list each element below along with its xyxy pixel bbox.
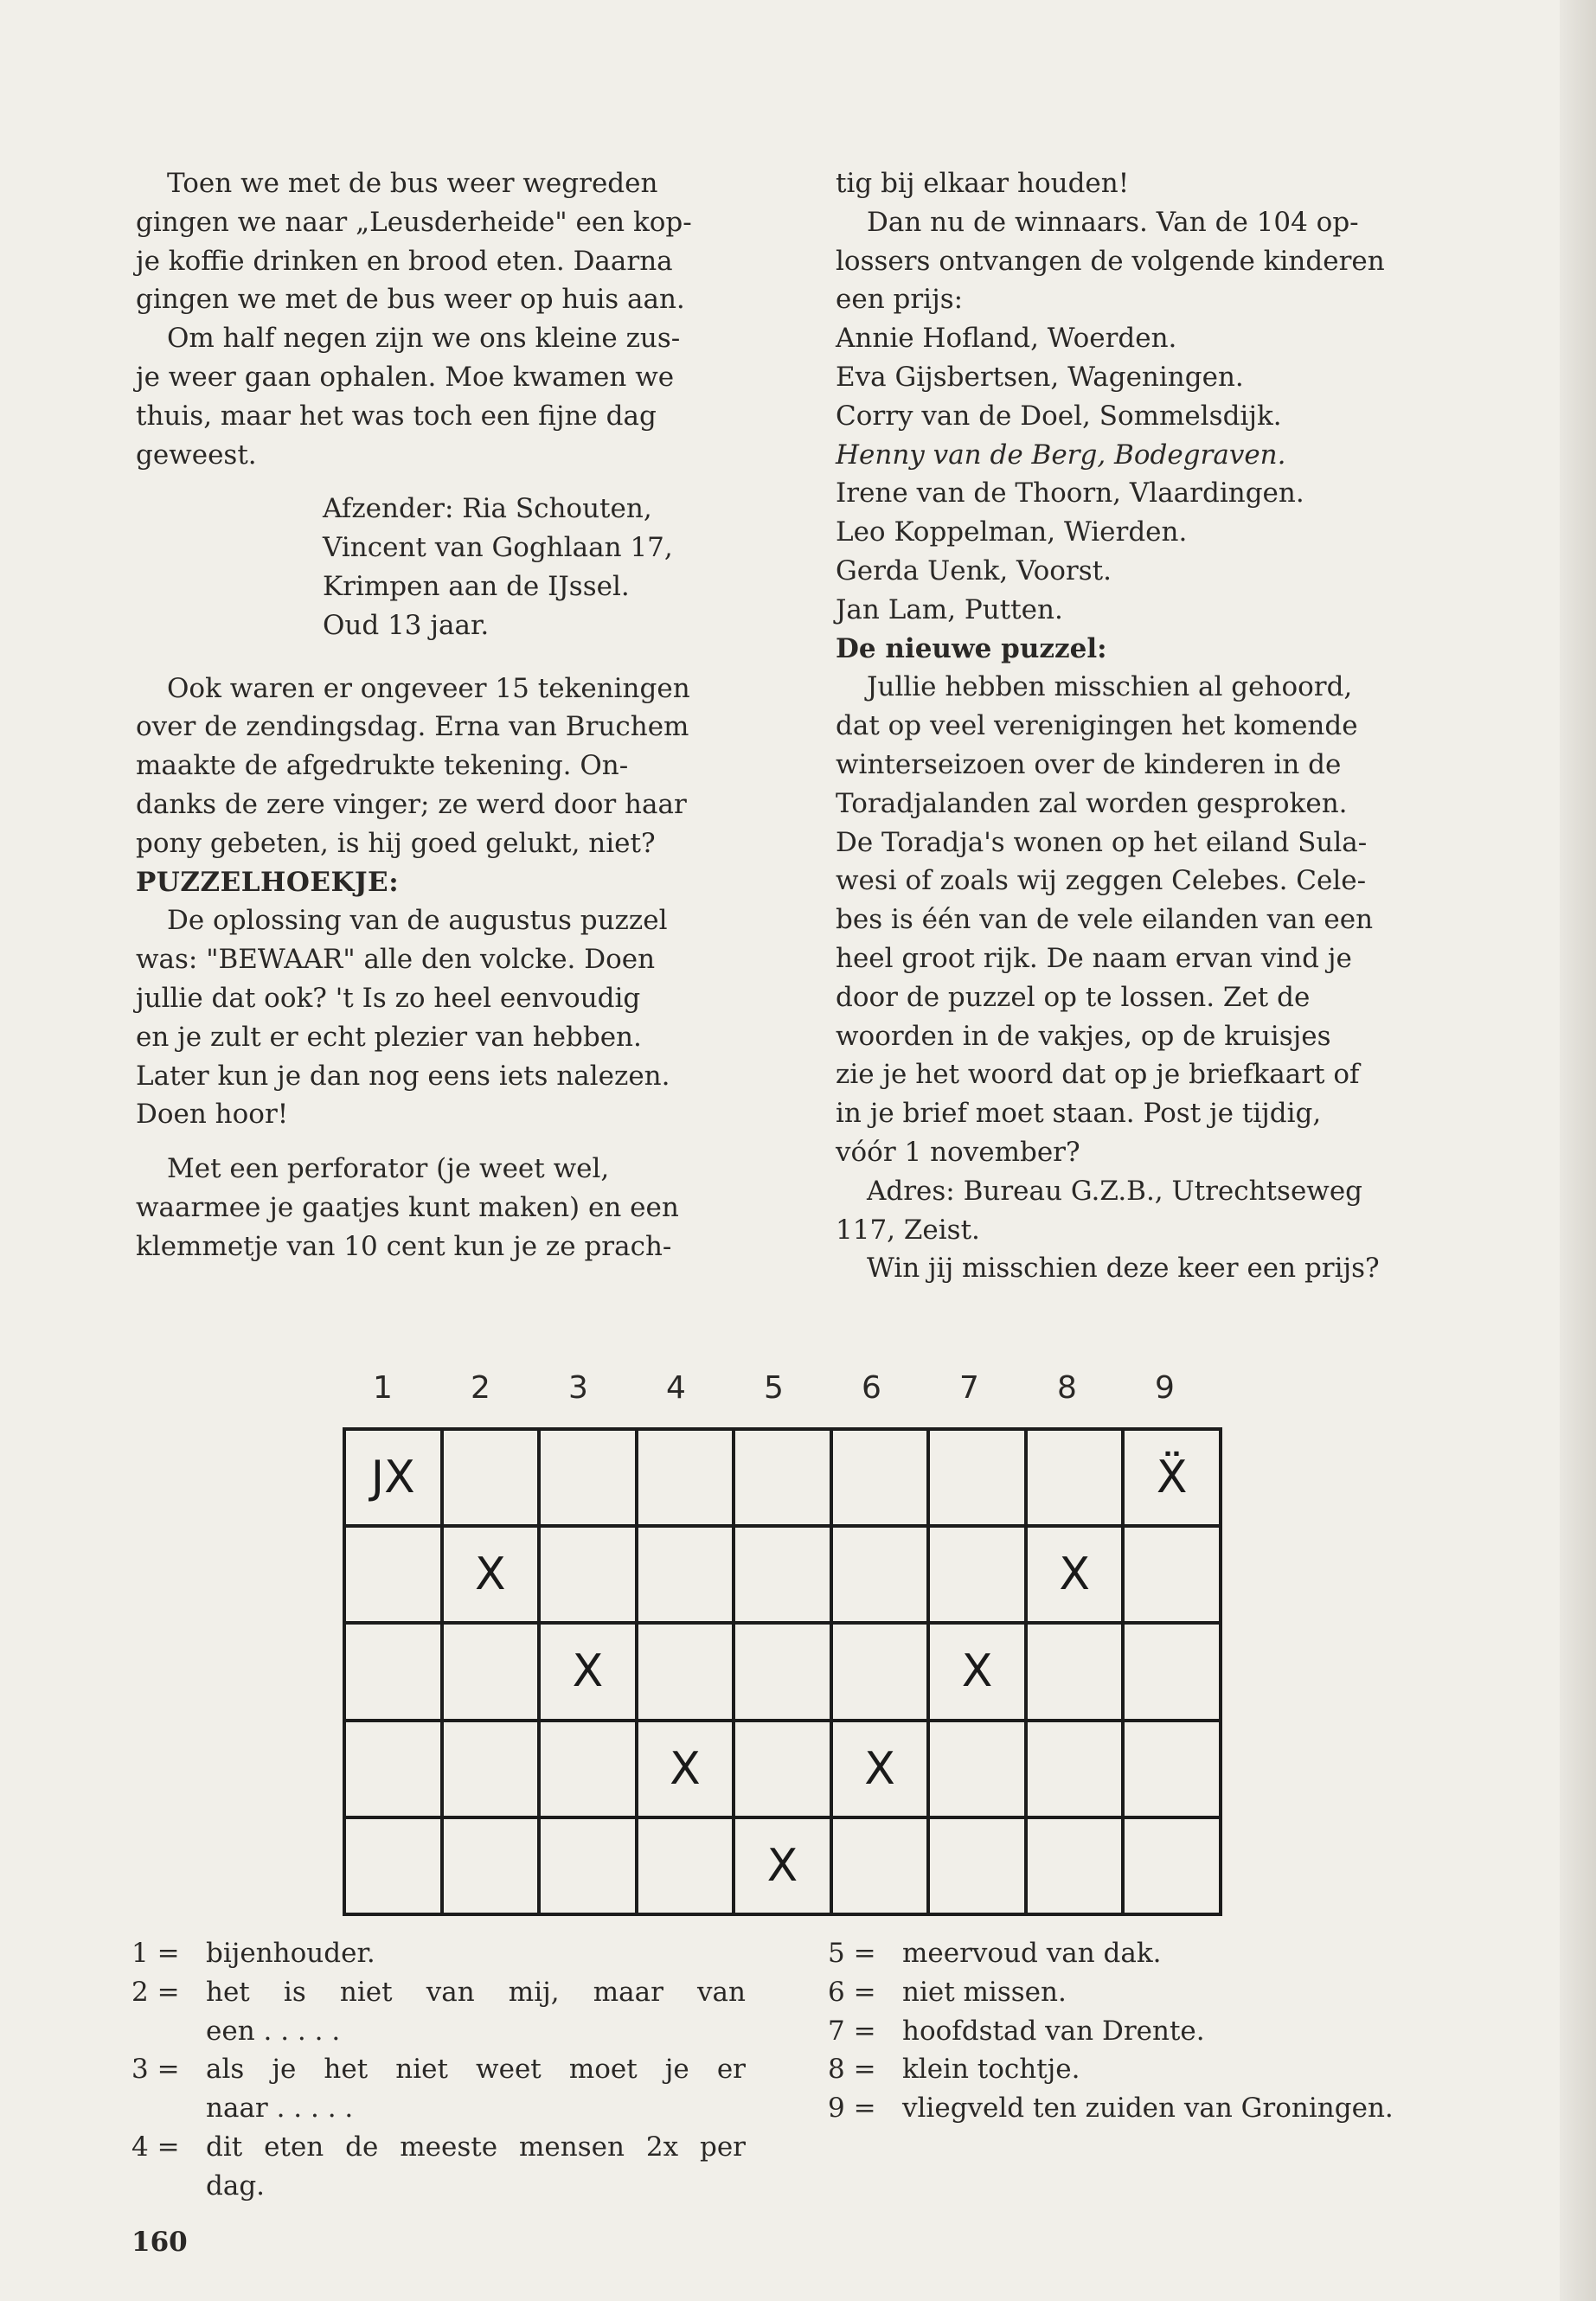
column-number: 2 — [471, 1370, 490, 1406]
text-line: winterseizoen over de kinderen in de — [836, 748, 1342, 780]
letter-paragraph-2 — [136, 319, 743, 474]
clue-text-line: vliegveld ten zuiden van Groningen. — [902, 2093, 1394, 2125]
clue-text-line: hoofdstad van Drente. — [902, 2015, 1205, 2047]
grid-cell — [537, 1816, 638, 1916]
winners-list — [836, 319, 1446, 629]
sender-line: Vincent van Goghlaan 17, — [323, 532, 673, 564]
text-line: bes is één van de vele eilanden van een — [836, 904, 1374, 936]
text-line: en je zult er echt plezier van hebben. — [136, 1021, 642, 1053]
clue-number: 6 = — [828, 1976, 876, 2008]
grid-cell: X — [635, 1719, 736, 1819]
address-paragraph — [836, 1172, 1446, 1250]
winner-item: Irene van de Thoorn, Vlaardingen. — [836, 478, 1304, 510]
grid-cell — [1024, 1816, 1125, 1916]
grid-cell — [1121, 1524, 1222, 1625]
clue-item — [131, 2050, 746, 2089]
clue-number: 2 = — [131, 1976, 180, 2008]
grid-cell — [926, 1816, 1028, 1916]
grid-cell — [1024, 1427, 1125, 1528]
grid-cell: X — [830, 1719, 931, 1819]
sender-line: Oud 13 jaar. — [323, 609, 490, 641]
text-line: over de zendingsdag. Erna van Bruchem — [136, 711, 689, 743]
text-line: zie je het woord dat op je briefkaart of — [836, 1059, 1360, 1091]
grid-cell — [537, 1427, 638, 1528]
column-number: 5 — [764, 1370, 784, 1406]
grid-cell — [732, 1621, 833, 1721]
text-line: klemmetje van 10 cent kun je ze prach- — [136, 1230, 672, 1262]
text-line: Met een perforator (je weet wel, — [167, 1153, 610, 1185]
grid-cell — [440, 1719, 542, 1819]
text-line: De oplossing van de augustus puzzel — [167, 905, 668, 937]
page-number: 160 — [131, 2227, 188, 2258]
text-line: thuis, maar het was toch een fijne dag — [136, 400, 657, 432]
text-line: Om half negen zijn we ons kleine zus- — [167, 323, 681, 355]
grid-cell — [635, 1816, 736, 1916]
clue-number: 8 = — [828, 2054, 876, 2086]
grid-cell — [343, 1524, 444, 1625]
clue-number: 7 = — [828, 2015, 876, 2047]
clue-text-line: dit eten de meeste mensen 2x per — [206, 2131, 746, 2163]
winner-item: Leo Koppelman, Wierden. — [836, 516, 1188, 548]
grid-cell — [1121, 1719, 1222, 1819]
clue-item — [828, 1973, 1451, 2012]
text-line: maakte de afgedrukte tekening. On- — [136, 750, 629, 782]
text-line: Doen hoor! — [136, 1099, 289, 1131]
winner-item: Henny van de Berg, Bodegraven. — [836, 439, 1286, 471]
grid-cell — [926, 1524, 1028, 1625]
sender-line: Krimpen aan de IJssel. — [323, 570, 630, 602]
column-number: 6 — [862, 1370, 881, 1406]
clue-text — [902, 1973, 1451, 2012]
column-number: 8 — [1057, 1370, 1077, 1406]
winner-item: Corry van de Doel, Sommelsdijk. — [836, 400, 1282, 432]
text-line: je weer gaan ophalen. Moe kwamen we — [136, 361, 675, 393]
text-line: pony gebeten, is hij goed gelukt, niet? — [136, 827, 656, 859]
clue-text-line: klein tochtje. — [902, 2054, 1080, 2086]
clue-number: 9 = — [828, 2093, 876, 2125]
grid-cell — [343, 1719, 444, 1819]
clues-left — [131, 1934, 746, 2206]
grid-cell — [440, 1427, 542, 1528]
grid-cell: X — [1024, 1524, 1125, 1625]
grid-cell — [537, 1524, 638, 1625]
left-column — [136, 164, 743, 1266]
text-line: een prijs: — [836, 284, 964, 316]
winner-item: Gerda Uenk, Voorst. — [836, 554, 1112, 586]
clue-text — [902, 1934, 1451, 1973]
clue-number: 3 = — [131, 2054, 180, 2086]
text-line: dat op veel verenigingen het komende — [836, 710, 1358, 742]
winner-item: Jan Lam, Putten. — [836, 593, 1063, 625]
grid-cell — [635, 1524, 736, 1625]
text-line: gingen we naar „Leusderheide" een kop- — [136, 206, 692, 238]
column-number: 9 — [1155, 1370, 1175, 1406]
clue-text — [206, 2050, 746, 2089]
drawings-paragraph — [136, 670, 743, 863]
column-number: 4 — [666, 1370, 686, 1406]
clue-text — [902, 2012, 1451, 2051]
grid-cell — [1121, 1816, 1222, 1916]
grid-cell: X — [926, 1621, 1028, 1721]
grid-cell: Ẍ — [1121, 1427, 1222, 1528]
perforator-paragraph — [136, 1150, 743, 1266]
grid-cell — [830, 1427, 931, 1528]
text-line: woorden in de vakjes, op de kruisjes — [836, 1020, 1331, 1052]
text-line: Dan nu de winnaars. Van de 104 op- — [867, 206, 1359, 238]
clue-text-line: niet missen. — [902, 1976, 1067, 2008]
grid-cell — [926, 1719, 1028, 1819]
clue-item — [828, 2050, 1451, 2089]
winner-item: Eva Gijsbertsen, Wageningen. — [836, 361, 1244, 393]
clue-text — [902, 2050, 1451, 2089]
clue-number: 4 = — [131, 2131, 180, 2163]
text-line: 117, Zeist. — [836, 1214, 980, 1246]
puzzle-column-numbers — [343, 1370, 1222, 1413]
clue-number: 5 = — [828, 1938, 876, 1969]
sender-line: Afzender: Ria Schouten, — [323, 493, 652, 525]
column-number: 7 — [959, 1370, 979, 1406]
clue-item — [828, 2012, 1451, 2051]
sender-block — [323, 490, 743, 644]
text-line: vóór 1 november? — [836, 1136, 1080, 1168]
clue-text-line: als je het niet weet moet je er — [206, 2054, 746, 2086]
text-line: geweest. — [136, 439, 257, 471]
grid-cell — [926, 1427, 1028, 1528]
grid-cell — [440, 1816, 542, 1916]
clue-item — [828, 2089, 1451, 2128]
clue-text-line: naar . . . . . — [206, 2093, 354, 2125]
grid-cell — [343, 1816, 444, 1916]
text-line: De Toradja's wonen op het eiland Sula- — [836, 826, 1368, 858]
grid-cell — [1024, 1719, 1125, 1819]
grid-cell — [732, 1719, 833, 1819]
text-line: Ook waren er ongeveer 15 tekeningen — [167, 672, 690, 704]
grid-cell: X — [440, 1524, 542, 1625]
text-line: Later kun je dan nog eens iets nalezen. — [136, 1060, 670, 1092]
text-line: danks de zere vinger; ze werd door haar — [136, 788, 687, 820]
grid-cell — [830, 1816, 931, 1916]
winner-item: Annie Hofland, Woerden. — [836, 323, 1177, 355]
grid-cell: X — [732, 1816, 833, 1916]
text-line: jullie dat ook? 't Is zo heel eenvoudig — [136, 982, 641, 1014]
clues-right — [828, 1934, 1451, 2128]
clue-text — [206, 1934, 746, 1973]
text-line: Toradjalanden zal worden gesproken. — [836, 787, 1348, 819]
clue-text-line: dag. — [206, 2170, 266, 2202]
clue-text-line: het is niet van mij, maar van — [206, 1976, 746, 2008]
clue-text-line: meervoud van dak. — [902, 1938, 1162, 1969]
column-number: 1 — [373, 1370, 393, 1406]
right-column — [836, 164, 1446, 1288]
clue-item — [131, 1973, 746, 2012]
clue-number: 1 = — [131, 1938, 180, 1969]
text-line: Jullie hebben misschien al gehoord, — [867, 671, 1353, 703]
text-line: je koffie drinken en brood eten. Daarna — [136, 245, 673, 277]
clue-item — [828, 1934, 1451, 1973]
grid-cell — [830, 1524, 931, 1625]
section-heading-nieuwe-puzzel: De nieuwe puzzel: — [836, 632, 1107, 664]
text-line: Adres: Bureau G.Z.B., Utrechtseweg — [867, 1175, 1363, 1207]
grid-cell — [343, 1621, 444, 1721]
grid-cell — [1121, 1621, 1222, 1721]
clue-item — [131, 1934, 746, 1973]
clue-text-line: bijenhouder. — [206, 1938, 375, 1969]
text-line: Toen we met de bus weer wegreden — [167, 168, 658, 199]
page-edge-shadow — [1560, 0, 1596, 2301]
crossword-grid — [343, 1427, 1222, 1916]
text-line: tig bij elkaar houden! — [836, 168, 1130, 199]
winners-intro — [836, 203, 1446, 319]
text-line: gingen we met de bus weer op huis aan. — [136, 284, 685, 316]
grid-cell — [635, 1621, 736, 1721]
solution-paragraph — [136, 901, 743, 1134]
clue-item — [131, 2128, 746, 2167]
clue-text — [206, 2128, 746, 2167]
letter-paragraph-1 — [136, 164, 743, 319]
clue-text-line: een . . . . . — [206, 2015, 341, 2047]
clue-text — [902, 2089, 1451, 2128]
closing-line: Win jij misschien deze keer een prijs? — [867, 1253, 1380, 1285]
text-line: waarmee je gaatjes kunt maken) en een — [136, 1191, 679, 1223]
grid-cell — [830, 1621, 931, 1721]
grid-cell: X — [537, 1621, 638, 1721]
text-line: in je brief moet staan. Post je tijdig, — [836, 1098, 1322, 1130]
text-line: wesi of zoals wij zeggen Celebes. Cele- — [836, 865, 1367, 897]
column-number: 3 — [568, 1370, 588, 1406]
grid-cell — [732, 1427, 833, 1528]
grid-cell — [440, 1621, 542, 1721]
grid-cell — [1024, 1621, 1125, 1721]
grid-cell — [537, 1719, 638, 1819]
grid-cell: JX — [343, 1427, 444, 1528]
grid-cell — [635, 1427, 736, 1528]
clue-text — [206, 1973, 746, 2012]
text-line: door de puzzel op te lossen. Zet de — [836, 981, 1311, 1013]
grid-cell — [732, 1524, 833, 1625]
text-line: lossers ontvangen de volgende kinderen — [836, 245, 1385, 277]
new-puzzle-paragraph — [836, 668, 1446, 1171]
text-line: heel groot rijk. De naam ervan vind je — [836, 942, 1352, 974]
text-line: was: "BEWAAR" alle den volcke. Doen — [136, 944, 656, 976]
section-heading-puzzelhoekje: PUZZELHOEKJE: — [136, 866, 400, 898]
